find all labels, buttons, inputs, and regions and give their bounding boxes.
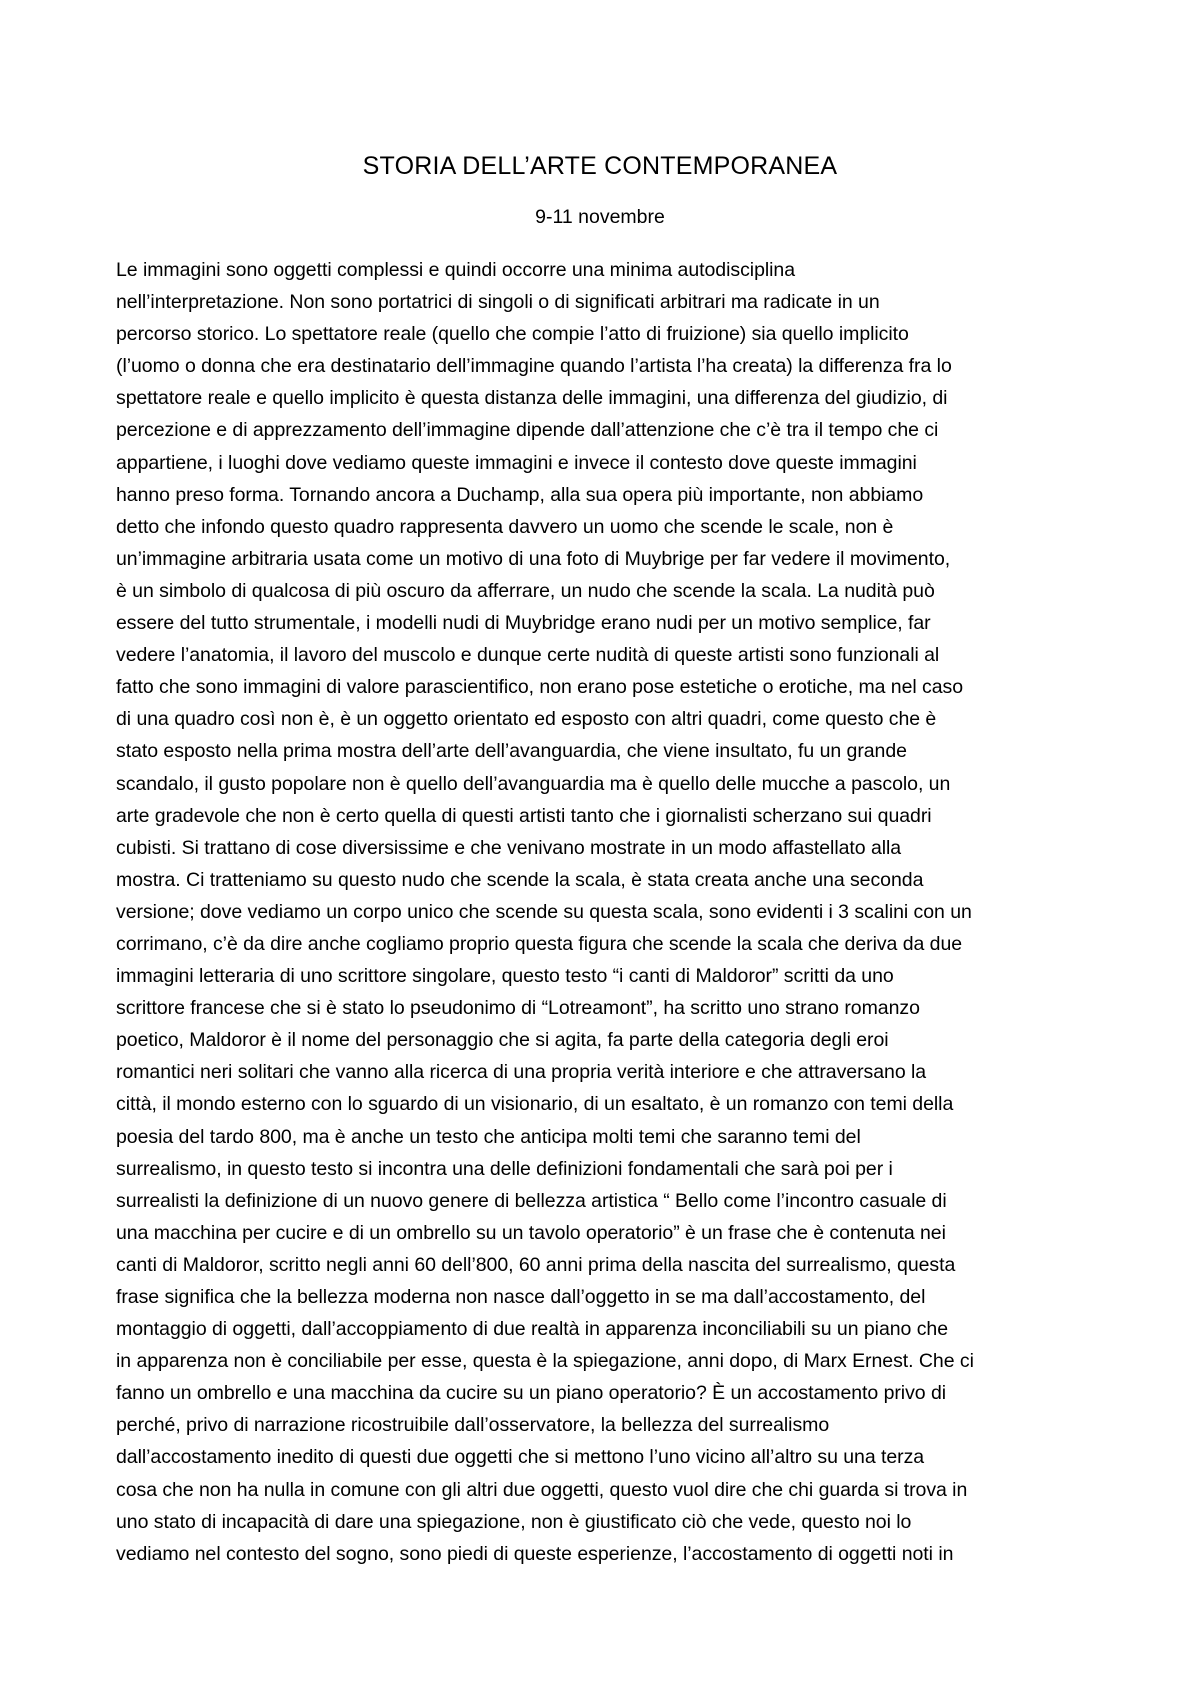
text-line: surrealismo, in questo testo si incontra una delle definizioni fondamentali che sarà poi per i <box>116 1157 893 1180</box>
document-title: STORIA DELL’ARTE CONTEMPORANEA <box>362 152 838 180</box>
text-line: canti di Maldoror, scritto negli anni 60 dell’800, 60 anni prima della nascita del surrealismo, questa <box>116 1253 956 1276</box>
text-line: frase significa che la bellezza moderna non nasce dall’oggetto in se ma dall’accostamento, del <box>116 1286 926 1308</box>
text-line: nell’interpretazione. Non sono portatrici di singoli o di significati arbitrari ma radicate in un <box>116 291 880 314</box>
text-line: cubisti. Si trattano di cose diversissime e che venivano mostrate in un modo affastellato alla <box>116 836 902 859</box>
text-line: in apparenza non è conciliabile per esse, questa è la spiegazione, anni dopo, di Marx Ernest. Che ci <box>116 1350 974 1373</box>
text-line: scrittore francese che si è stato lo pseudonimo di “Lotreamont”, ha scritto uno strano romanzo <box>116 997 920 1020</box>
text-line: una macchina per cucire e di un ombrello su un tavolo operatorio” è un frase che è contenuta nei <box>116 1221 946 1244</box>
text-line: (l’uomo o donna che era destinatario dell’immagine quando l’artista l’ha creata) la differenza fra lo <box>116 355 952 378</box>
text-line: cosa che non ha nulla in comune con gli altri due oggetti, questo vuol dire che chi guarda si trova in <box>116 1478 968 1501</box>
text-line: spettatore reale e quello implicito è questa distanza delle immagini, una differenza del giudizio, di <box>116 387 948 410</box>
text-line: di una quadro così non è, è un oggetto orientato ed esposto con altri quadri, come questo che è <box>116 708 937 731</box>
text-line: città, il mondo esterno con lo sguardo di un visionario, di un esaltato, è un romanzo con temi della <box>116 1093 954 1116</box>
text-line: un’immagine arbitraria usata come un motivo di una foto di Muybrige per far vedere il movimento, <box>116 547 951 570</box>
text-line: detto che infondo questo quadro rappresenta davvero un uomo che scende le scale, non è <box>116 515 894 538</box>
text-line: surrealisti la definizione di un nuovo genere di bellezza artistica “ Bello come l’incontro casuale di <box>116 1189 947 1212</box>
text-line: montaggio di oggetti, dall’accoppiamento di due realtà in apparenza inconciliabili su un piano che <box>116 1318 948 1341</box>
text-line: perché, privo di narrazione ricostruibile dall’osservatore, la bellezza del surrealismo <box>116 1414 830 1437</box>
text-line: appartiene, i luoghi dove vediamo queste immagini e invece il contesto dove queste immagini <box>116 451 917 474</box>
text-line: poetico, Maldoror è il nome del personaggio che si agita, fa parte della categoria degli eroi <box>116 1029 889 1052</box>
text-line: fanno un ombrello e una macchina da cucire su un piano operatorio? È un accostamento privo di <box>116 1382 947 1405</box>
text-line: essere del tutto strumentale, i modelli nudi di Muybridge erano nudi per un motivo semplice, far <box>116 612 931 635</box>
text-line: scandalo, il gusto popolare non è quello dell’avanguardia ma è quello delle mucche a pascolo, un <box>116 772 951 795</box>
text-line: mostra. Ci tratteniamo su questo nudo che scende la scala, è stata creata anche una seconda <box>116 868 924 891</box>
text-line: stato esposto nella prima mostra dell’arte dell’avanguardia, che viene insultato, fu un grande <box>116 740 907 763</box>
text-line: arte gradevole che non è certo quella di questi artisti tanto che i giornalisti scherzano sui quadri <box>116 804 932 827</box>
body-paragraph <box>116 254 1096 1570</box>
text-line: Le immagini sono oggetti complessi e quindi occorre una minima autodisciplina <box>116 259 796 281</box>
text-line: vediamo nel contesto del sogno, sono piedi di queste esperienze, l’accostamento di oggetti noti in <box>116 1542 954 1565</box>
text-line: romantici neri solitari che vanno alla ricerca di una propria verità interiore e che attraversano la <box>116 1061 927 1084</box>
text-line: è un simbolo di qualcosa di più oscuro da afferrare, un nudo che scende la scala. La nudità può <box>116 579 935 602</box>
text-line: dall’accostamento inedito di questi due oggetti che si mettono l’uno vicino all’altro su una terza <box>116 1446 925 1469</box>
text-line: percorso storico. Lo spettatore reale (quello che compie l’atto di fruizione) sia quello implicito <box>116 323 909 346</box>
text-line: versione; dove vediamo un corpo unico che scende su questa scala, sono evidenti i 3 scalini con un <box>116 900 972 923</box>
text-line: hanno preso forma. Tornando ancora a Duchamp, alla sua opera più importante, non abbiamo <box>116 483 924 506</box>
text-line: vedere l’anatomia, il lavoro del muscolo e dunque certe nudità di queste artisti sono funzionali al <box>116 644 940 667</box>
text-line: poesia del tardo 800, ma è anche un testo che anticipa molti temi che saranno temi del <box>116 1125 861 1148</box>
text-line: immagini letteraria di uno scrittore singolare, questo testo “i canti di Maldoror” scritti da uno <box>116 965 894 988</box>
text-line: corrimano, c’è da dire anche cogliamo proprio questa figura che scende la scala che deriva da due <box>116 932 963 955</box>
text-line: fatto che sono immagini di valore parascientifico, non erano pose estetiche o erotiche, ma nel caso <box>116 676 964 699</box>
text-line: uno stato di incapacità di dare una spiegazione, non è giustificato ciò che vede, questo noi lo <box>116 1510 912 1533</box>
text-line: percezione e di apprezzamento dell’immagine dipende dall’attenzione che c’è tra il tempo che ci <box>116 419 939 442</box>
document-subtitle: 9-11 novembre <box>535 206 665 228</box>
